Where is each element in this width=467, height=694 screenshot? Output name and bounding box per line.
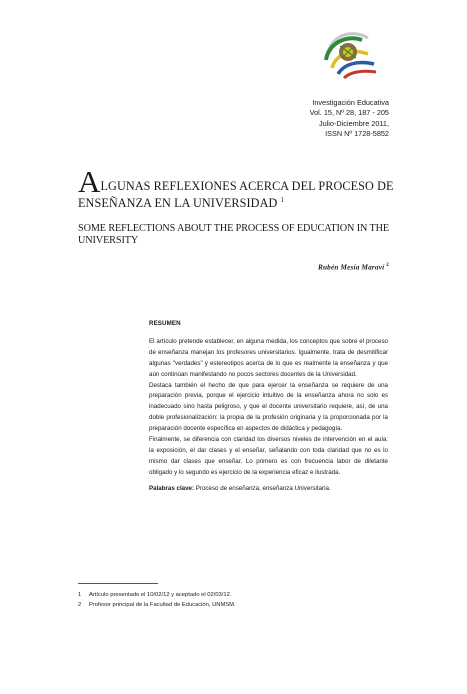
article-subtitle: SOME REFLECTIONS ABOUT THE PROCESS OF EDUCATION IN THE UNIVERSITY: [78, 223, 390, 247]
keywords-label: Palabras clave:: [149, 484, 195, 492]
title-footnote-mark: 1: [280, 196, 285, 204]
journal-logo-icon: [318, 24, 380, 86]
journal-volume: Vol. 15, Nº 28, 187 - 205: [309, 108, 389, 118]
abstract-paragraph: Destaca también el hecho de que para ejercer la enseñanza se requiere de una preparación previa, porque el ejercicio intuitivo de la enseñanza ahora no solo es inadecuado sino hasta peligroso, y que el docente universitario requiere, así, de una doble profesionalización: la propia de la profesión originaria y la proporcionada por la preparación docente específica en aspectos de didáctica y pedagogía.: [149, 381, 388, 433]
author-line: [318, 263, 389, 271]
article-title: [78, 164, 408, 211]
footnotes: [78, 590, 378, 610]
author-footnote-mark: 2: [386, 263, 389, 268]
abstract-paragraph: Finalmente, se diferencia con claridad los diversos niveles de intervención en el aula: la exposición, el dar clases y el enseñar, señalando con toda claridad que no es lo mismo dar clases que enseñar. Lo primero es con frecuencia labor de diletante obligado y lo segundo es ejercicio de la experiencia eficaz e ilustrada.: [149, 436, 388, 476]
keywords: [149, 484, 388, 495]
author-name: Rubén Mesía Maraví: [317, 263, 385, 272]
footnote-number: 2: [78, 602, 82, 609]
footnote-divider: [78, 583, 158, 584]
footnote-text: Profesor principal de la Facultad de Educación, UNMSM.: [89, 602, 236, 609]
journal-period: Julio-Diciembre 2011,: [318, 118, 389, 128]
title-dropcap: A: [78, 164, 101, 199]
footnote-text: Artículo presentado el 10/02/12 y aceptado el 02/03/12.: [89, 592, 232, 598]
keywords-text: Proceso de enseñanza, enseñanza Universitaria.: [195, 484, 331, 492]
footnote: [78, 600, 378, 610]
abstract-heading: RESUMEN: [149, 320, 181, 327]
journal-issn: ISSN Nº 1728-5852: [325, 129, 389, 139]
footnote-number: 1: [78, 592, 82, 598]
footnote: [78, 590, 378, 600]
abstract-section: [149, 319, 388, 495]
title-text: LGUNAS REFLEXIONES ACERCA DEL PROCESO DE ENSEÑANZA EN LA UNIVERSIDAD: [78, 179, 394, 211]
abstract-paragraph: El artículo pretende establecer, en alguna medida, los conceptos que sobre el proceso de enseñanza manejan los profesores universitarios. Igualmente, trata de desmitificar algunas "verdades" y estereotipos acerca de lo que es realmente la enseñanza y que aún continúan manifestando no pocos sectores docentes de la Universidad.: [149, 337, 388, 378]
journal-info: [239, 98, 389, 140]
journal-name: Investigación Educativa: [312, 98, 389, 107]
